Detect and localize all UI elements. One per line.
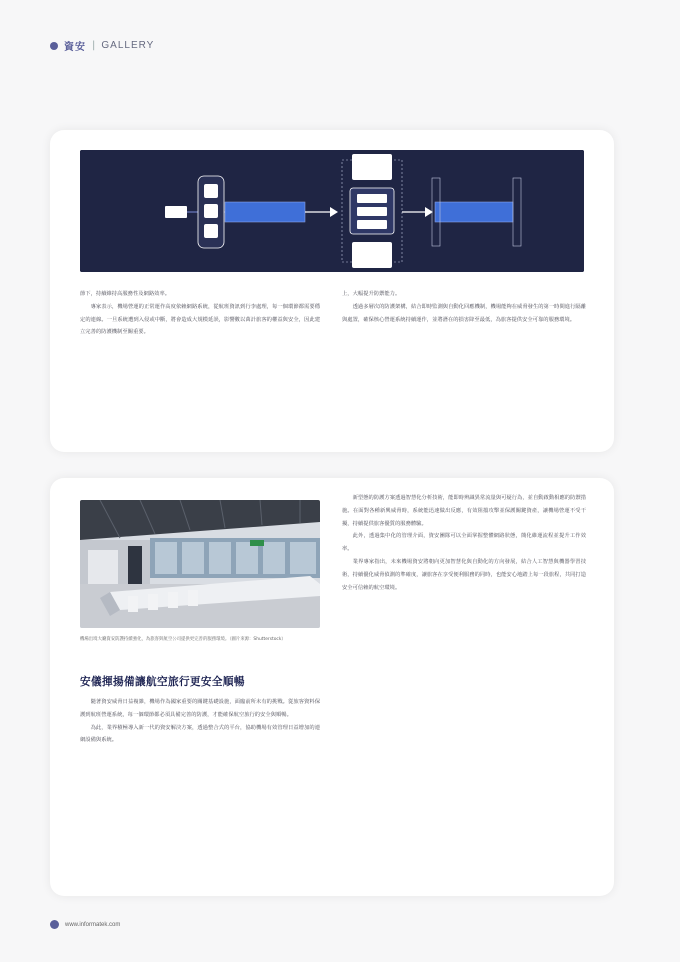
header-separator: | [92, 40, 96, 51]
card2-right-paragraph-2: 此外，透過集中化的管理介面，資安團隊可以全面掌握整體網路狀態，簡化維運流程並提升工作效率。 [342, 533, 586, 553]
card1-right-column [342, 288, 586, 326]
card2-left-paragraph-1: 隨著資安威脅日益複雜，機場作為國家重要的關鍵基礎設施，面臨前所未有的挑戰。從旅客資料保護到航班營運系統，每一個環節都必須具備完善的防護，才能確保航空旅行的安全與順暢。 [80, 699, 320, 718]
article-card-top [50, 130, 614, 452]
card1-right-paragraph-1: 上，大幅提升防禦能力。 [342, 291, 401, 297]
article-card-bottom [50, 478, 614, 896]
card1-right-paragraph-2: 透過多層次的防護架構，結合即時監測與自動化回應機制，機場能夠在威脅發生的第一時間進行隔離與處置，確保核心營運系統持續運作，並將潛在的損害降至最低，為旅客提供安全可靠的服務環境。 [342, 303, 586, 323]
header-dot-icon [50, 42, 58, 50]
header-brand: 資安 [64, 42, 86, 53]
header-section: GALLERY [101, 40, 155, 51]
architecture-diagram [80, 150, 584, 272]
card2-right-column [342, 492, 586, 594]
article-headline: 安儀揮揚備讓航空旅行更安全順暢 [80, 676, 245, 688]
footer-url[interactable]: www.informatek.com [65, 921, 121, 928]
card1-left-paragraph-1: 節下，持續維持高服務性及網路效率。 [80, 291, 171, 297]
card2-right-paragraph-1: 新型態的防護方案透過智慧化分析技術，能即時辨識異常流量與可疑行為，並自動啟動相應的防禦措施。在面對各種新興威脅時，系統能迅速做出反應，有效阻擋攻擊並保護關鍵資產，讓機場營運不受干擾，持續提供旅客優質的服務體驗。 [342, 495, 586, 527]
page-footer [50, 920, 120, 929]
page-header [50, 38, 154, 53]
photo-caption: 機場出境大廳資安防護持續強化，為旅客與航空公司提供更完善的服務環境。（圖片來源：Shutterstock） [80, 637, 286, 642]
card2-right-paragraph-3: 業界專家指出，未來機場資安將朝向更加智慧化與自動化的方向發展，結合人工智慧與機器學習技術，持續優化威脅偵測的準確度，讓旅客在享受便利服務的同時，也能安心地踏上每一段旅程，共同打造安全可信賴的航空環境。 [342, 558, 586, 591]
card2-left-column [80, 696, 320, 747]
card2-left-paragraph-2: 為此，業界積極導入新一代的資安解決方案，透過整合式的平台，協助機場有效管理日益增加的連網設備與系統。 [80, 724, 320, 744]
airport-hall-photo [80, 500, 320, 628]
card1-left-paragraph-2: 專家表示，機場營運的正常運作高度依賴網路系統，從航班資訊到行李處理，每一個環節都需要穩定的連線。一旦系統遭到入侵或中斷，將會造成大規模延誤，影響數以萬計旅客的權益與安全，因此建立完善的防護機制至關重要。 [80, 303, 320, 336]
card1-left-column [80, 288, 320, 339]
footer-dot-icon [50, 920, 59, 929]
